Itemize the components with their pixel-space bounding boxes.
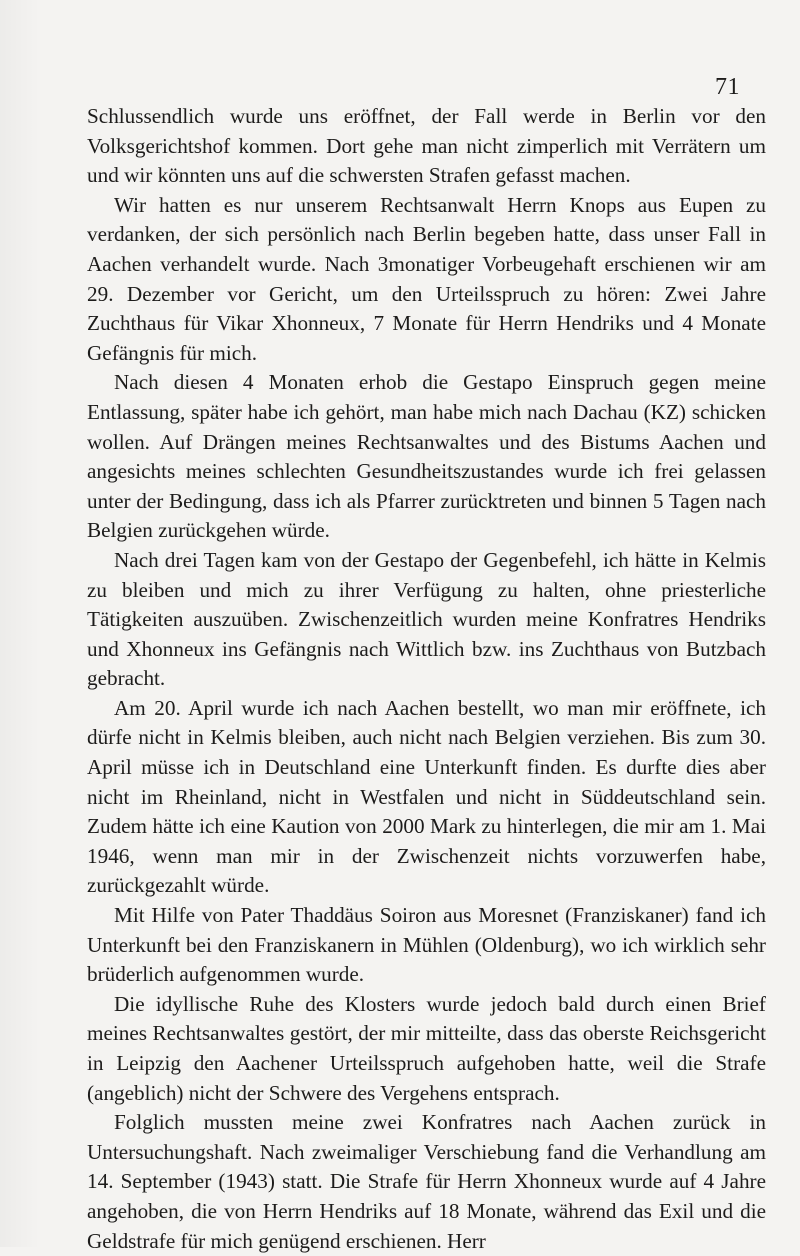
paragraph: Folglich mussten meine zwei Konfratres nach Aachen zurück in Untersuchungshaft. Nach zweimaliger Verschiebung fand die Verhandlung am 14. September (1943) statt. Die Strafe für Herrn Xhonneux wurde auf 4 Jahre angehoben, die von Herrn Hendriks auf 18 Monate, während das Exil und die Geldstrafe für mich genügend erschienen. Herr [87,1110,766,1253]
paragraph: Am 20. April wurde ich nach Aachen bestellt, wo man mir eröffnete, ich dürfe nicht in Kelmis bleiben, auch nicht nach Belgien verziehen. Bis zum 30. April müsse ich in Deutschland eine Unterkunft finden. Es durfte dies aber nicht im Rheinland, nicht in Westfalen und nicht in Süddeutschland sein. Zudem hätte ich eine Kaution von 2000 Mark zu hinterlegen, die mir am 1. Mai 1946, wenn man mir in der Zwischenzeit nichts vorzuwerfen habe, zurückgezahlt würde. [87,695,766,898]
paragraph: Die idyllische Ruhe des Klosters wurde jedoch bald durch einen Brief meines Rechtsanwaltes gestört, der mir mitteilte, dass das oberste Reichsgericht in Leipzig den Aachener Urteilsspruch aufgehoben hatte, weil die Strafe (angeblich) nicht der Schwere des Vergehens entsprach. [87,991,766,1105]
paragraph: Nach diesen 4 Monaten erhob die Gestapo Einspruch gegen meine Entlassung, später habe ich gehört, man habe mich nach Dachau (KZ) schicken wollen. Auf Drängen meines Rechtsanwaltes und des Bistums Aachen und angesichts meines schlechten Gesundheitszustandes wurde ich frei gelassen unter der Bedingung, dass ich als Pfarrer zurücktreten und binnen 5 Tagen nach Belgien zurückgehen würde. [87,370,766,543]
body-text [87,102,766,1256]
paragraph: Schlussendlich wurde uns eröffnet, der Fall werde in Berlin vor den Volksgerichtshof kommen. Dort gehe man nicht zimperlich mit Verrätern um und wir könnten uns auf die schwersten Strafen gefasst machen. [87,104,766,188]
paragraph: Wir hatten es nur unserem Rechtsanwalt Herrn Knops aus Eupen zu verdanken, der sich persönlich nach Berlin begeben hatte, dass unser Fall in Aachen verhandelt wurde. Nach 3monatiger Vorbeugehaft erschienen wir am 29. Dezember vor Gericht, um den Urteilsspruch zu hören: Zwei Jahre Zuchthaus für Vikar Xhonneux, 7 Monate für Herrn Hendriks und 4 Monate Gefängnis für mich. [87,192,766,365]
paragraph: Nach drei Tagen kam von der Gestapo der Gegenbefehl, ich hätte in Kelmis zu bleiben und mich zu ihrer Verfügung zu halten, ohne priesterliche Tätigkeiten auszuüben. Zwischenzeitlich wurden meine Konfratres Hendriks und Xhonneux ins Gefängnis nach Wittlich bzw. ins Zuchthaus von Butzbach gebracht. [87,547,766,691]
paragraph: Mit Hilfe von Pater Thaddäus Soiron aus Moresnet (Franziskaner) fand ich Unterkunft bei den Franziskanern in Mühlen (Oldenburg), wo ich wirklich sehr brüderlich aufgenommen wurde. [87,903,766,987]
page-number: 71 [715,74,740,100]
